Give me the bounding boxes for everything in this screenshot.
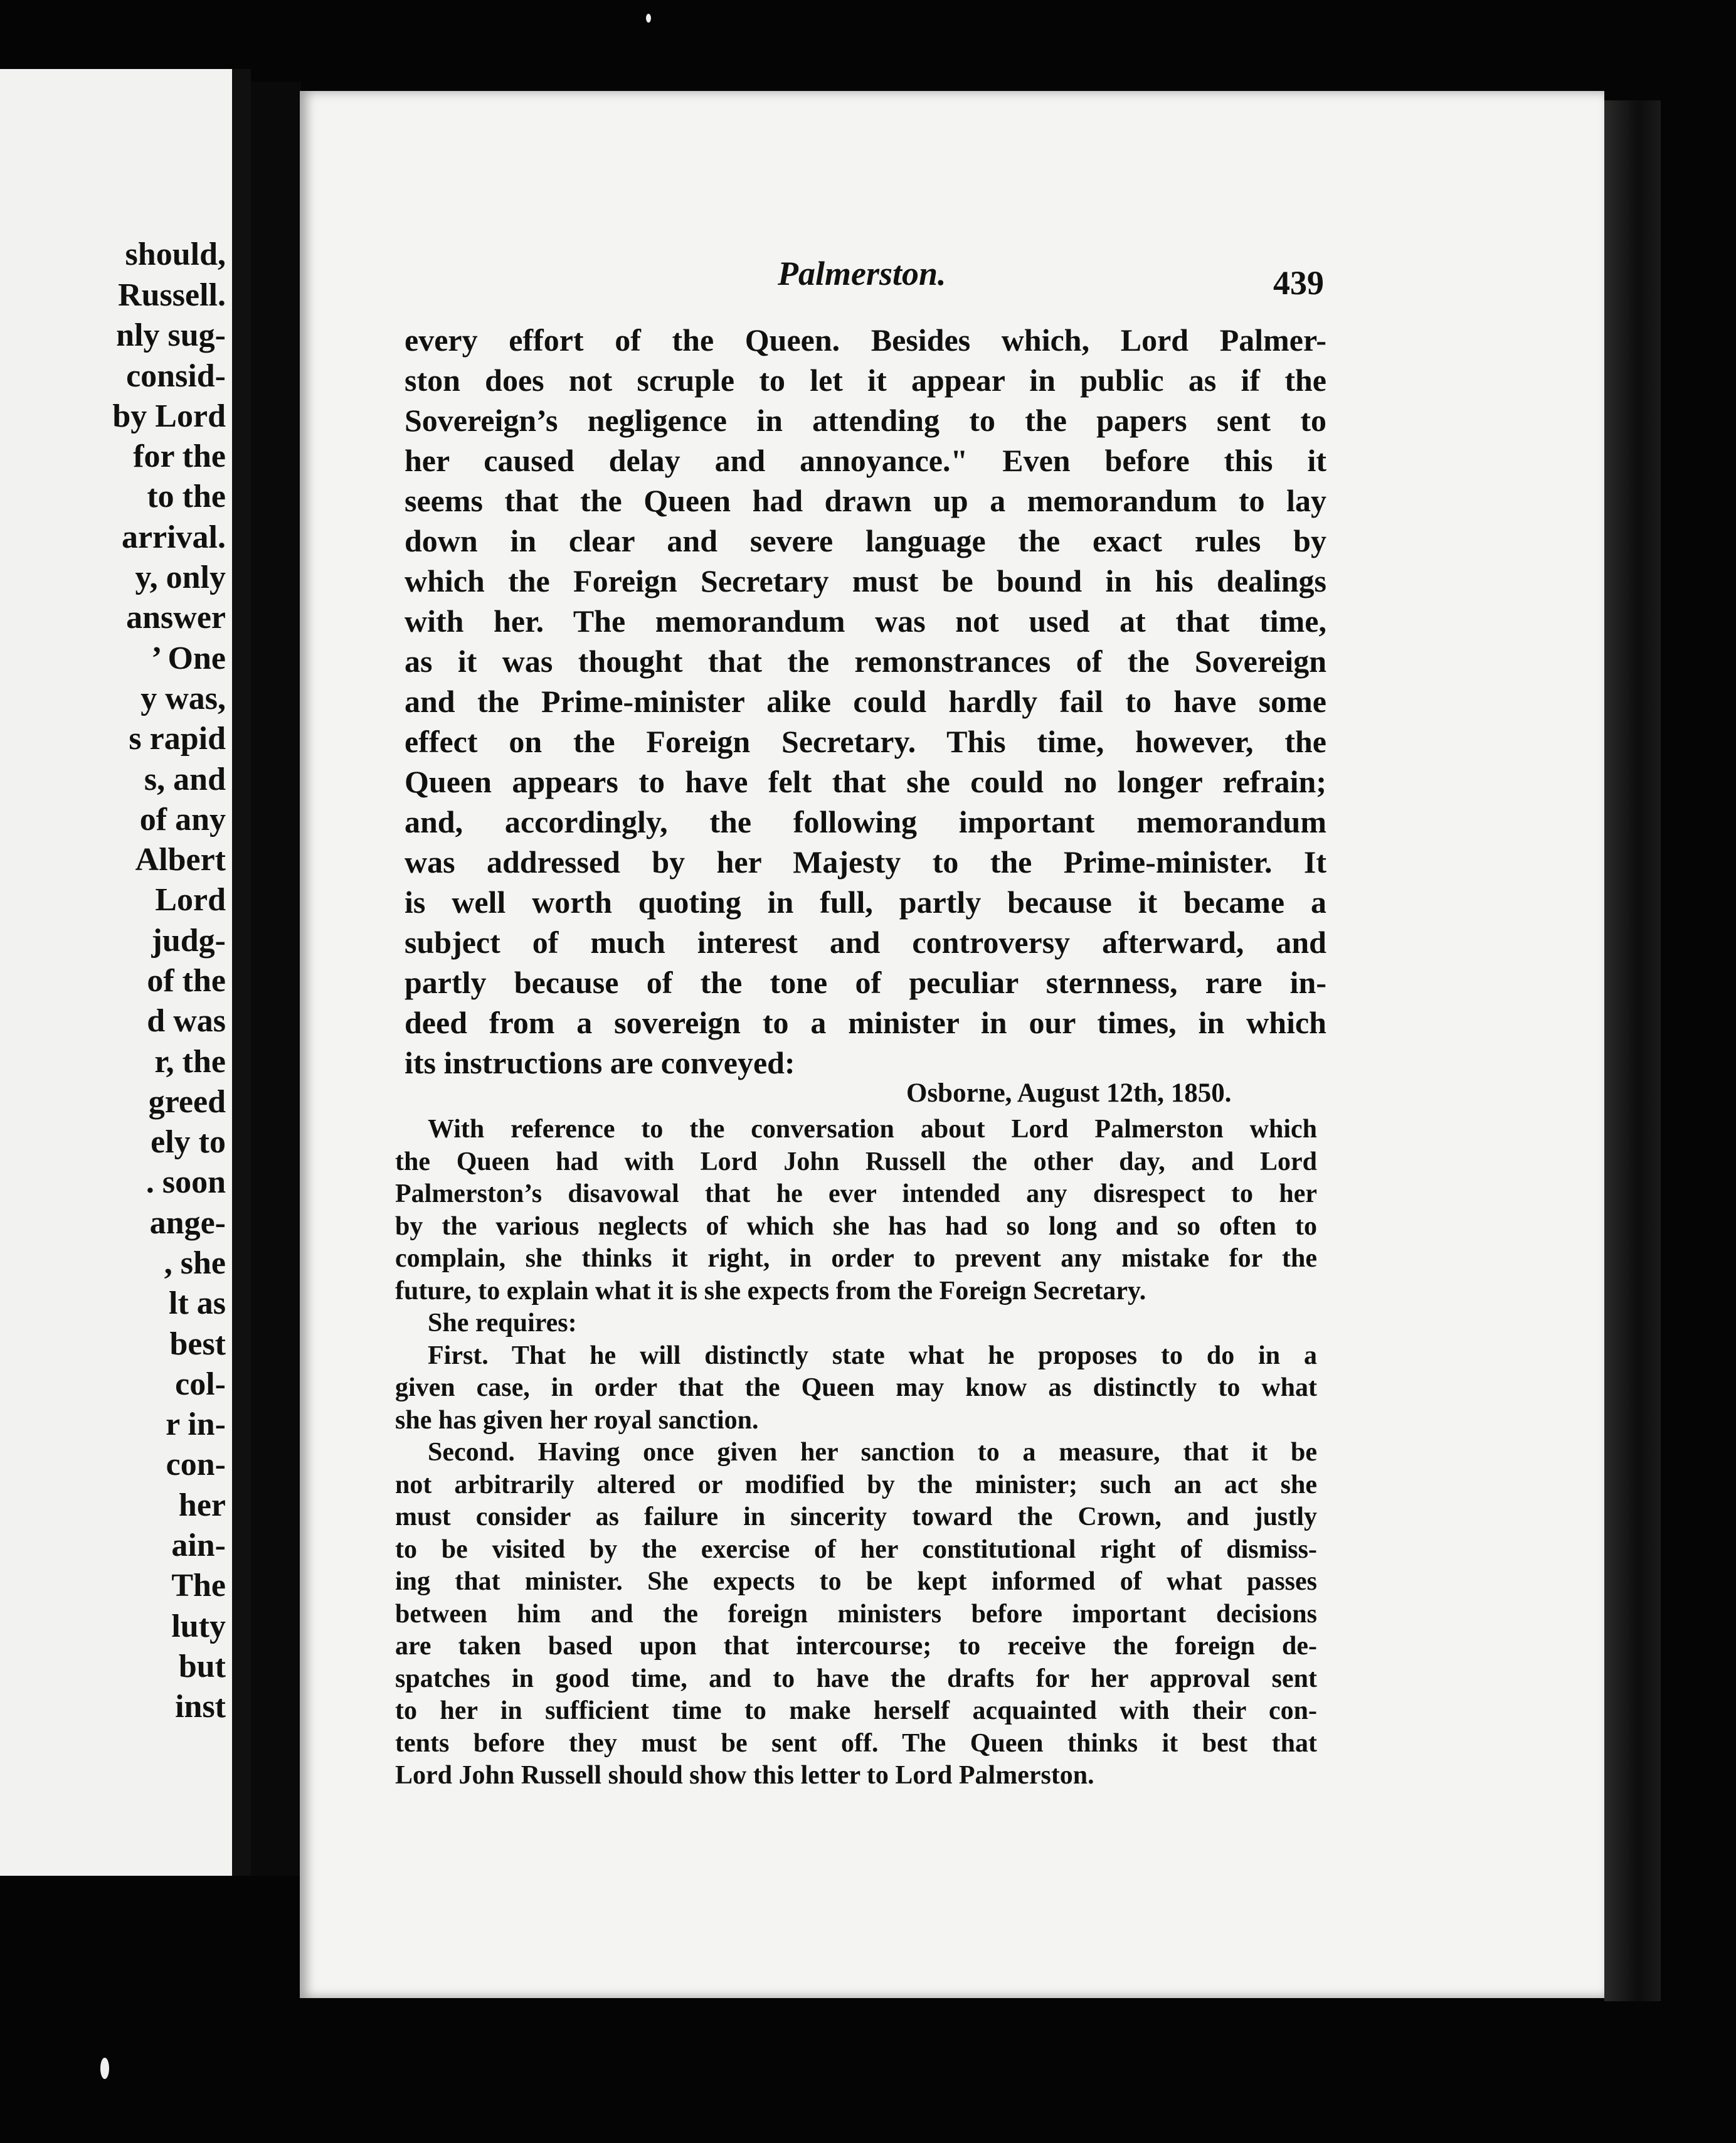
left-page-line: best [169,1326,226,1362]
left-page-line: to the [147,479,226,514]
memorandum-line: Palmerston’s disavowal that he ever intended any disrespect to her [395,1179,1317,1208]
memorandum-line: to be visited by the exercise of her constitutional right of dismiss- [395,1534,1317,1564]
left-page-line: nly sug- [116,317,226,353]
quoted-memorandum [395,1114,1317,1792]
memorandum-line: must consider as failure in sincerity toward the Crown, and justly [395,1502,1317,1531]
left-page-line: ely to [151,1124,226,1160]
letter-dateline: Osborne, August 12th, 1850. [906,1078,1232,1108]
left-page-line: inst [175,1689,226,1725]
left-page-line: ’ One [151,641,226,676]
left-page-line: col- [175,1366,226,1402]
body-line: and, accordingly, the following important memorandum [405,804,1326,839]
left-page-line: judg- [151,923,226,959]
memorandum-line: She requires: [428,1309,577,1337]
memorandum-line: she has given her royal sanction. [395,1405,759,1435]
body-line: Queen appears to have felt that she could no longer refrain; [405,764,1326,799]
scan-speck [100,2058,109,2079]
memorandum-line: spatches in good time, and to have the drafts for her approval sent [395,1664,1317,1693]
left-page-line: s, and [144,762,226,797]
memorandum-line: to her in sufficient time to make herself acquainted with their con- [395,1696,1317,1725]
memorandum-line: the Queen had with Lord John Russell the other day, and Lord [395,1147,1317,1176]
memorandum-line: are taken based upon that intercourse; to receive the foreign de- [395,1632,1317,1661]
left-page-line: r in- [166,1407,226,1442]
left-page-line: ain- [171,1528,226,1563]
body-line: its instructions are conveyed: [405,1045,795,1080]
memorandum-line: Second. Having once given her sanction to a measure, that it be [428,1438,1317,1467]
left-page-line: arrival. [121,519,226,555]
left-page-line: by Lord [112,398,226,434]
memorandum-line: First. That he will distinctly state what he proposes to do in a [428,1341,1317,1370]
left-page-line: consid- [126,358,226,394]
left-page-fragment [0,69,251,1876]
left-page-line: y was, [140,681,226,716]
page-number: 439 [1273,264,1324,302]
left-page-line: answer [126,600,226,635]
body-line: is well worth quoting in full, partly because it became a [405,885,1326,920]
left-page-line: of any [139,802,226,838]
memorandum-line: With reference to the conversation about Lord Palmerston which [428,1115,1317,1144]
memorandum-line: given case, in order that the Queen may know as distinctly to what [395,1373,1317,1402]
memorandum-line: Lord John Russell should show this letter to Lord Palmerston. [395,1761,1094,1790]
left-page-line: but [178,1649,226,1684]
left-page-line: , she [164,1245,226,1281]
left-page-line: . soon [146,1164,226,1200]
left-page-line: lt as [169,1285,226,1321]
left-page-line: of the [147,963,226,999]
left-page-line: luty [171,1609,226,1644]
body-line: with her. The memorandum was not used at that time, [405,604,1326,639]
body-line: ston does not scruple to let it appear in public as if the [405,363,1326,398]
memorandum-line: between him and the foreign ministers before important decisions [395,1599,1317,1629]
left-page-line: ange- [149,1205,226,1241]
body-line: effect on the Foreign Secretary. This time, however, the [405,724,1326,759]
left-page-line: d was [147,1003,226,1039]
memorandum-line: not arbitrarily altered or modified by the minister; such an act she [395,1470,1317,1499]
left-page-line: The [171,1568,226,1603]
left-page-line: s rapid [129,721,226,757]
left-page-line: r, the [154,1044,226,1080]
body-line: was addressed by her Majesty to the Prime-minister. It [405,844,1326,880]
body-line: which the Foreign Secretary must be bound in his dealings [405,563,1326,598]
left-page-line: con- [166,1447,226,1482]
body-line: Sovereign’s negligence in attending to the papers sent to [405,403,1326,438]
memorandum-line: ing that minister. She expects to be kept informed of what passes [395,1567,1317,1596]
body-line: her caused delay and annoyance." Even before this it [405,443,1326,478]
memorandum-line: tents before they must be sent off. The Queen thinks it best that [395,1728,1317,1758]
scan-speck [646,14,651,23]
body-line: partly because of the tone of peculiar sternness, rare in- [405,965,1326,1000]
left-page-line: her [178,1487,226,1523]
body-line: subject of much interest and controversy afterward, and [405,925,1326,960]
body-line: down in clear and severe language the exact rules by [405,523,1326,558]
page-edge-shadow [1604,100,1661,2001]
left-page-line: for the [133,439,226,474]
left-page-line: greed [148,1084,226,1120]
book-spine [251,82,301,1876]
left-page-line: should, [125,237,226,272]
memorandum-line: future, to explain what it is she expects from the Foreign Secretary. [395,1276,1146,1305]
memorandum-line: by the various neglects of which she has had so long and so often to [395,1211,1317,1241]
left-page-line: y, only [135,560,226,595]
body-line: as it was thought that the remonstrances of the Sovereign [405,644,1326,679]
left-page-line: Albert [135,842,226,878]
left-page-line: Russell. [118,277,226,313]
body-line: deed from a sovereign to a minister in our times, in which [405,1005,1326,1040]
body-text [405,320,1326,1083]
memorandum-line: complain, she thinks it right, in order to prevent any mistake for the [395,1244,1317,1273]
body-line: seems that the Queen had drawn up a memorandum to lay [405,483,1326,518]
body-line: every effort of the Queen. Besides which, Lord Palmer- [405,322,1326,358]
body-line: and the Prime-minister alike could hardly fail to have some [405,684,1326,719]
left-page-line: Lord [155,882,226,918]
running-head: Palmerston. [778,255,946,292]
